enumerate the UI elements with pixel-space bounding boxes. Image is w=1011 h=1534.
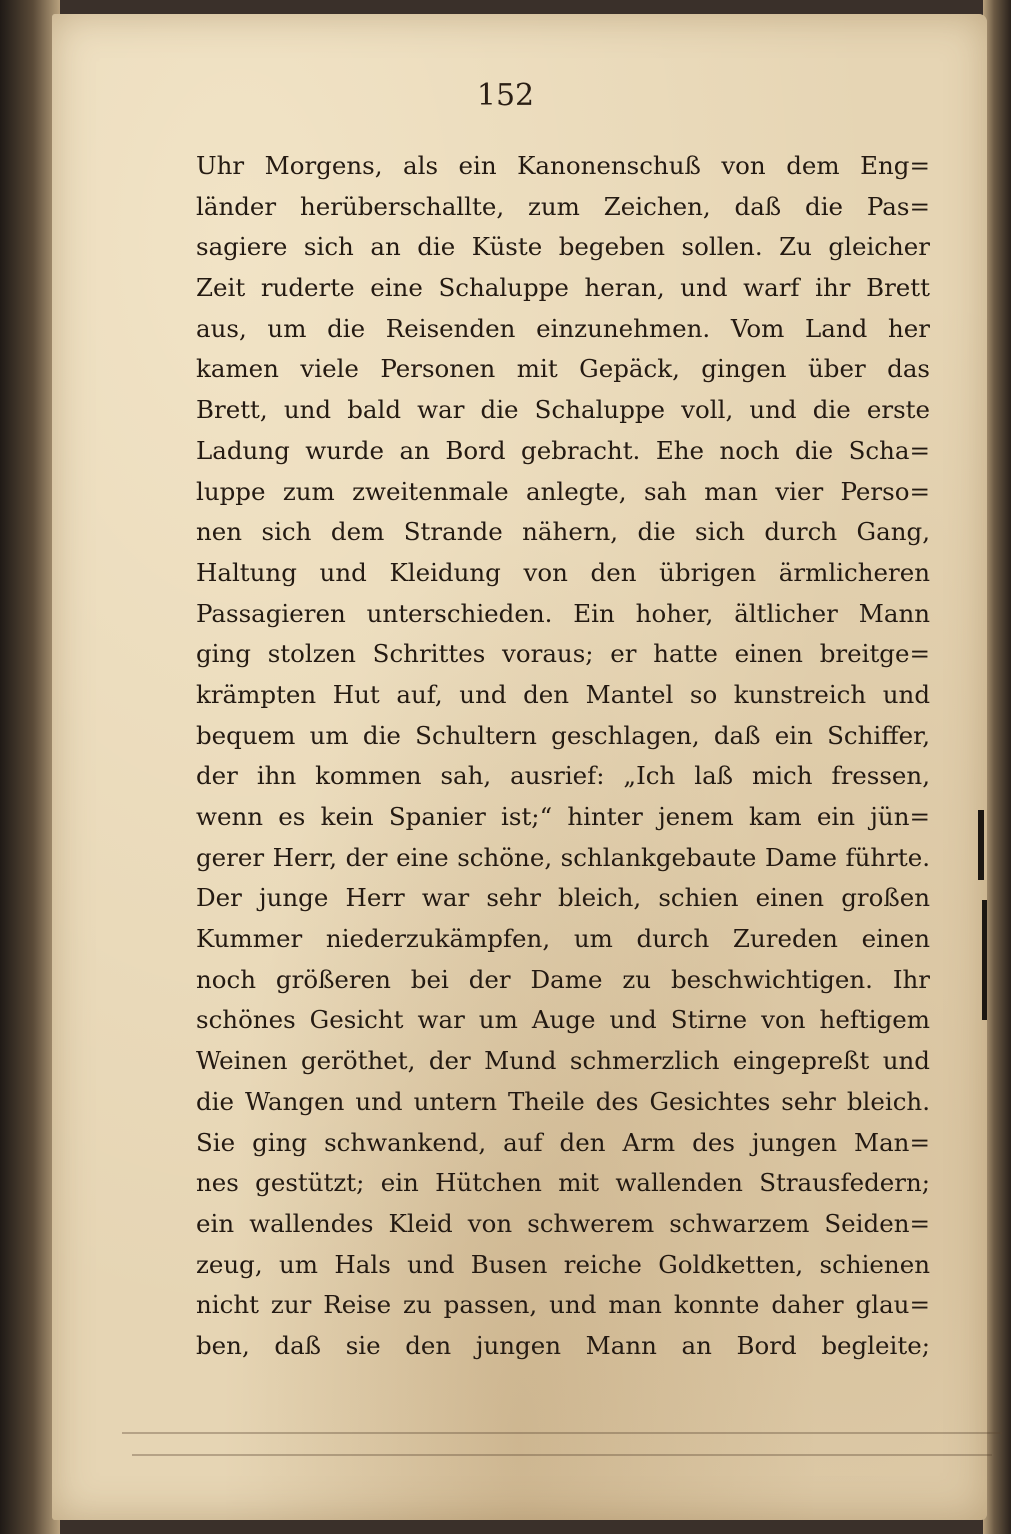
- book-gutter-shadow: [0, 0, 60, 1534]
- text-line: Kummer niederzukämpfen, um durch Zureden einen: [196, 924, 930, 954]
- page-wear-line: [132, 1454, 992, 1456]
- text-line: aus, um die Reisenden einzunehmen. Vom Land her: [196, 313, 930, 343]
- text-line: länder herüberschallte, zum Zeichen, daß die Pas=: [196, 191, 930, 221]
- page-number: 152: [476, 78, 535, 113]
- text-line: Der junge Herr war sehr bleich, schien einen großen: [196, 883, 930, 913]
- text-line: luppe zum zweitenmale anlegte, sah man vier Perso=: [196, 476, 930, 506]
- text-line: Uhr Morgens, als ein Kanonenschuß von dem Eng=: [196, 151, 930, 180]
- text-line: nicht zur Reise zu passen, und man konnte daher glau=: [196, 1290, 930, 1320]
- text-line: noch größeren bei der Dame zu beschwichtigen. Ihr: [196, 964, 930, 994]
- page-edge-mark: [978, 810, 984, 880]
- text-line: Haltung und Kleidung von den übrigen ärmlicheren: [196, 557, 930, 587]
- text-line: ein wallendes Kleid von schwerem schwarzem Seiden=: [196, 1208, 930, 1238]
- page-edge-mark: [982, 900, 987, 1020]
- text-line: nes gestützt; ein Hütchen mit wallenden Strausfedern;: [196, 1168, 930, 1198]
- text-line: nen sich dem Strande nähern, die sich durch Gang,: [196, 517, 930, 547]
- text-line: Weinen geröthet, der Mund schmerzlich eingepreßt und: [196, 1046, 930, 1076]
- text-line: der ihn kommen sah, ausrief: „Ich laß mich fressen,: [196, 761, 930, 791]
- text-line: schönes Gesicht war um Auge und Stirne von heftigem: [196, 1005, 930, 1035]
- text-line: wenn es kein Spanier ist;“ hinter jenem kam ein jün=: [196, 802, 930, 831]
- body-text: [196, 146, 930, 1367]
- text-line: bequem um die Schultern geschlagen, daß ein Schiffer,: [196, 720, 930, 750]
- text-line: Ladung wurde an Bord gebracht. Ehe noch die Scha=: [196, 435, 930, 465]
- text-line: Brett, und bald war die Schaluppe voll, und die erste: [196, 395, 930, 425]
- text-line: kamen viele Personen mit Gepäck, gingen über das: [196, 354, 930, 384]
- text-line: zeug, um Hals und Busen reiche Goldketten, schienen: [196, 1249, 930, 1279]
- text-line: gerer Herr, der eine schöne, schlankgebaute Dame führte.: [196, 842, 930, 872]
- text-line: Zeit ruderte eine Schaluppe heran, und warf ihr Brett: [196, 273, 930, 303]
- text-line: ben, daß sie den jungen Mann an Bord begleite;: [196, 1330, 930, 1360]
- text-line: Sie ging schwankend, auf den Arm des jungen Man=: [196, 1127, 930, 1157]
- page-edge-shadow: [983, 0, 1011, 1534]
- text-line: Passagieren unterschieden. Ein hoher, ältlicher Mann: [196, 598, 930, 628]
- text-line: die Wangen und untern Theile des Gesichtes sehr bleich.: [196, 1086, 930, 1116]
- text-line: ging stolzen Schrittes voraus; er hatte einen breitge=: [196, 639, 930, 669]
- page-wear-line: [122, 1432, 1002, 1434]
- text-line: krämpten Hut auf, und den Mantel so kunstreich und: [196, 679, 930, 709]
- text-line: sagiere sich an die Küste begeben sollen. Zu gleicher: [196, 232, 930, 262]
